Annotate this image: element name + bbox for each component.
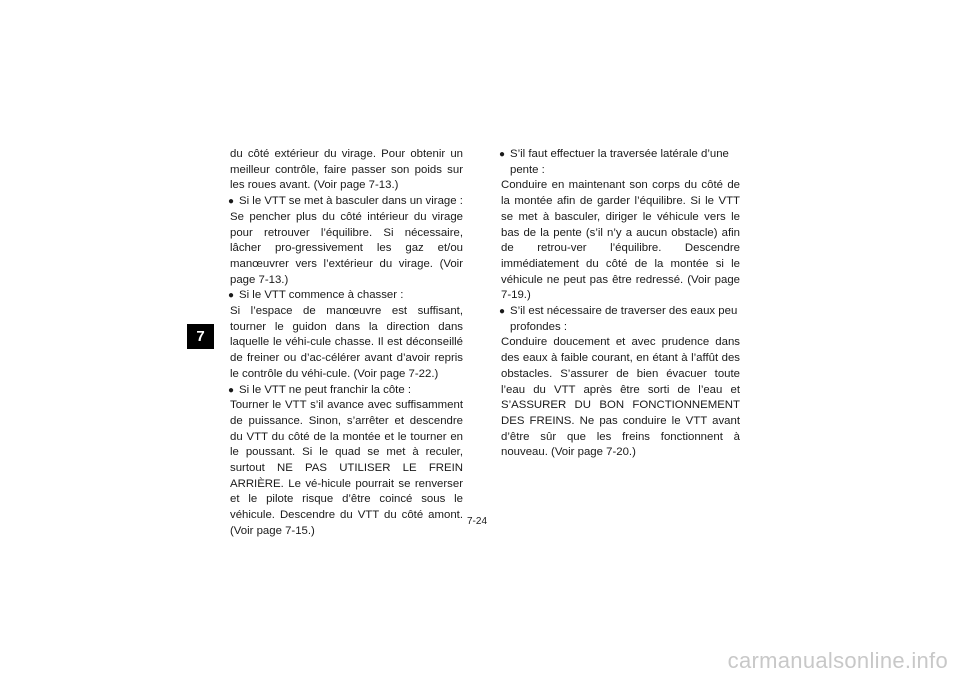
bullet-lead: Si le VTT se met à basculer dans un virage : [239,195,463,208]
right-column [501,147,740,461]
bullet-item-tipping [230,194,463,288]
bullet-icon: ● [499,149,506,160]
bullet-lead: Si le VTT commence à chasser : [239,289,404,302]
page-number: 7-24 [467,516,488,527]
bullet-body: Si l’espace de manœuvre est suffisant, tourner le guidon dans la direction dans laquelle le véhi-cule chasse. Il est déconseillé de freiner ou d’ac-célérer avant d’avoir repris le contrôle du véhi-cule. (Voir page 7-22.) [230,305,463,380]
bullet-item-water [501,304,740,461]
intro-paragraph: du côté extérieur du virage. Pour obtenir un meilleur contrôle, faire passer son poids sur les roues avant. (Voir page 7-13.) [230,148,463,192]
bullet-icon: ● [228,290,235,302]
bullet-item-hill [230,383,463,540]
bullet-body: Tourner le VTT s’il avance avec suffisamment de puissance. Sinon, s’arrêter et descendre du VTT du côté de la montée et le tourner en le poussant. Si le quad se met à reculer, surtout NE PAS UTILISER LE FREIN ARRIÈRE. Le vé-hicule pourrait se renverser et le pilote risque d’être coincé sous le véhicule. Descendre du VTT du côté amont. (Voir page 7-15.) [230,399,463,537]
watermark: carmanualsonline.info [727,648,948,673]
bullet-lead: S’il est nécessaire de traverser des eaux peu profondes : [510,305,738,333]
bullet-icon: ● [228,196,235,208]
bullet-item-traverse [501,147,740,304]
bullet-lead: Si le VTT ne peut franchir la côte : [239,383,411,396]
left-column [230,147,463,540]
bullet-lead: S’il faut effectuer la traversée latérale d’une pente : [510,148,729,176]
bullet-body: Conduire en maintenant son corps du côté de la montée afin de garder l’équilibre. Si le VTT se met à basculer, diriger le véhicule vers le bas de la pente (s’il n’y a aucun obstacle) afin de retrou-ver l’équilibre. Descendre immédiatement du côté de la montée si le véhicule ne peut pas être redressé. (Voir page 7-19.) [501,179,740,302]
bullet-icon: ● [228,384,235,396]
bullet-item-skidding [230,288,463,382]
bullet-icon: ● [499,306,506,318]
bullet-body: Se pencher plus du côté intérieur du virage pour retrouver l’équilibre. Si nécessaire, lâcher pro-gressivement les gaz et/ou manœuvrer vers l’extérieur du virage. (Voir page 7-13.) [230,210,463,286]
bullet-body: Conduire doucement et avec prudence dans des eaux à faible courant, en étant à l’affût des obstacles. S’assurer de bien évacuer toute l’eau du VTT après être sorti de l’eau et S’ASSURER DU BON FONCTIONNEMENT DES FREINS. Ne pas conduire le VTT avant d’être sûr que les freins fonctionnent à nouveau. (Voir page 7-20.) [501,336,740,459]
chapter-tab: 7 [187,324,214,349]
